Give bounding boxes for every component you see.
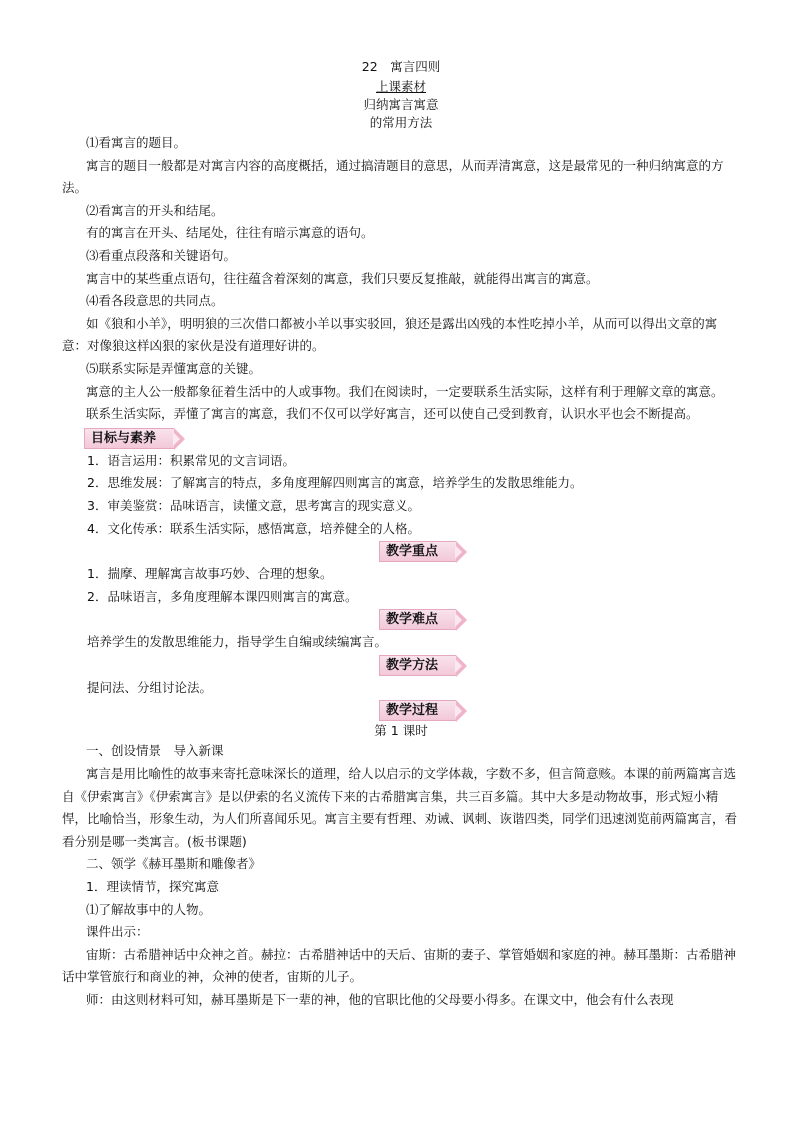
goal-item: 4．文化传承：联系生活实际，感悟寓意，培养健全的人格。 [87,520,420,536]
lesson-title: 22 寓言四则 [361,59,441,74]
key-points-section-label: 教学重点 [379,541,456,562]
key-point-item: 1．揣摩、理解寓言故事巧妙、合理的想象。 [87,566,333,582]
material-subtitle: 上课素材 [375,79,426,94]
teaching-methods-text: 提问法、分组讨论法。 [87,679,213,695]
step-1-heading: 一、创设情景 导入新课 [86,743,224,759]
method-summary: 联系生活实际，弄懂了寓言的寓意，我们不仅可以学好寓言，还可以使自己受到教育，认识水平也会不断提高。 [86,406,699,422]
goal-item: 1．语言运用：积累常见的文言词语。 [87,452,295,468]
method-4-heading: ⑷看各段意思的共同点。 [86,293,224,309]
topic-heading-line2: 的常用方法 [369,115,433,130]
topic-heading-line1: 归纳寓言寓意 [363,97,439,112]
courseware-text: 宙斯：古希腊神话中众神之首。赫拉：古希腊神话中的天后、宙斯的妻子、掌管婚姻和家庭的神。赫耳墨斯：古希腊神话中掌管旅行和商业的神，众神的使者，宙斯的儿子。 [62,946,737,985]
courseware-label: 课件出示： [86,924,149,940]
key-point-item: 2．品味语言，多角度理解本课四则寓言的寓意。 [87,588,358,604]
method-3-text: 寓言中的某些重点语句，往往蕴含着深刻的寓意，我们只要反复推敲，就能得出寓言的寓意。 [86,270,599,286]
lesson-period: 第 1 课时 [374,723,428,739]
teacher-remark: 师：由这则材料可知，赫耳墨斯是下一辈的神，他的官职比他的父母要小得多。在课文中，他会有什么表现 [86,992,674,1007]
process-section-label: 教学过程 [379,700,456,721]
method-5-heading: ⑸联系实际是弄懂寓意的关键。 [86,360,262,376]
teaching-methods-section-label: 教学方法 [379,655,456,676]
goal-item: 3．审美鉴赏：品味语言，读懂文意，思考寓言的现实意义。 [87,497,420,513]
goals-section-label: 目标与素养 [84,428,174,449]
goal-item: 2．思维发展：了解寓言的特点，多角度理解四则寓言的寓意，培养学生的发散思维能力。 [87,475,583,491]
difficulty-text: 培养学生的发散思维能力，指导学生自编或续编寓言。 [87,634,388,650]
step-2-heading: 二、领学《赫耳墨斯和雕像者》 [86,856,262,872]
method-2-heading: ⑵看寓言的开头和结尾。 [86,202,224,218]
step-1-text: 寓言是用比喻性的故事来寄托意味深长的道理，给人以启示的文学体裁，字数不多，但言简意赅。本课的前两篇寓言选自《伊索寓言》《伊索寓言》是以伊索的名义流传下来的古希腊寓言集，共三百多篇。其中大多是动物故事，形式短小精悍，比喻恰当，形象生动，为人们所喜闻乐见。寓言主要有哲理、劝诫、讽刺、诙谐四类，同学们迅速浏览前两篇寓言，看看分别是哪一类寓言。(板书课题) [62,766,738,849]
step-2-sub-item: ⑴了解故事中的人物。 [86,901,212,917]
method-1-text: 寓言的题目一般都是对寓言内容的高度概括，通过搞清题目的意思，从而弄清寓意，这是最常见的一种归纳寓意的方法。 [62,157,724,196]
method-2-text: 有的寓言在开头、结尾处，往往有暗示寓意的语句。 [86,225,374,241]
difficulties-section-label: 教学难点 [379,609,456,630]
method-1-heading: ⑴看寓言的题目。 [86,135,187,150]
method-5-text: 寓意的主人公一般都象征着生活中的人或事物。我们在阅读时，一定要联系生活实际，这样有利于理解文章的寓意。 [86,383,724,399]
method-4-text: 如《狼和小羊》，明明狼的三次借口都被小羊以事实驳回，狼还是露出凶残的本性吃掉小羊，从而可以得出文章的寓意：对像狼这样凶狠的家伙是没有道理好讲的。 [62,315,718,354]
document-content [62,58,740,1012]
step-2-subheading: 1．理读情节，探究寓意 [86,879,219,895]
method-3-heading: ⑶看重点段落和关键语句。 [86,247,237,263]
